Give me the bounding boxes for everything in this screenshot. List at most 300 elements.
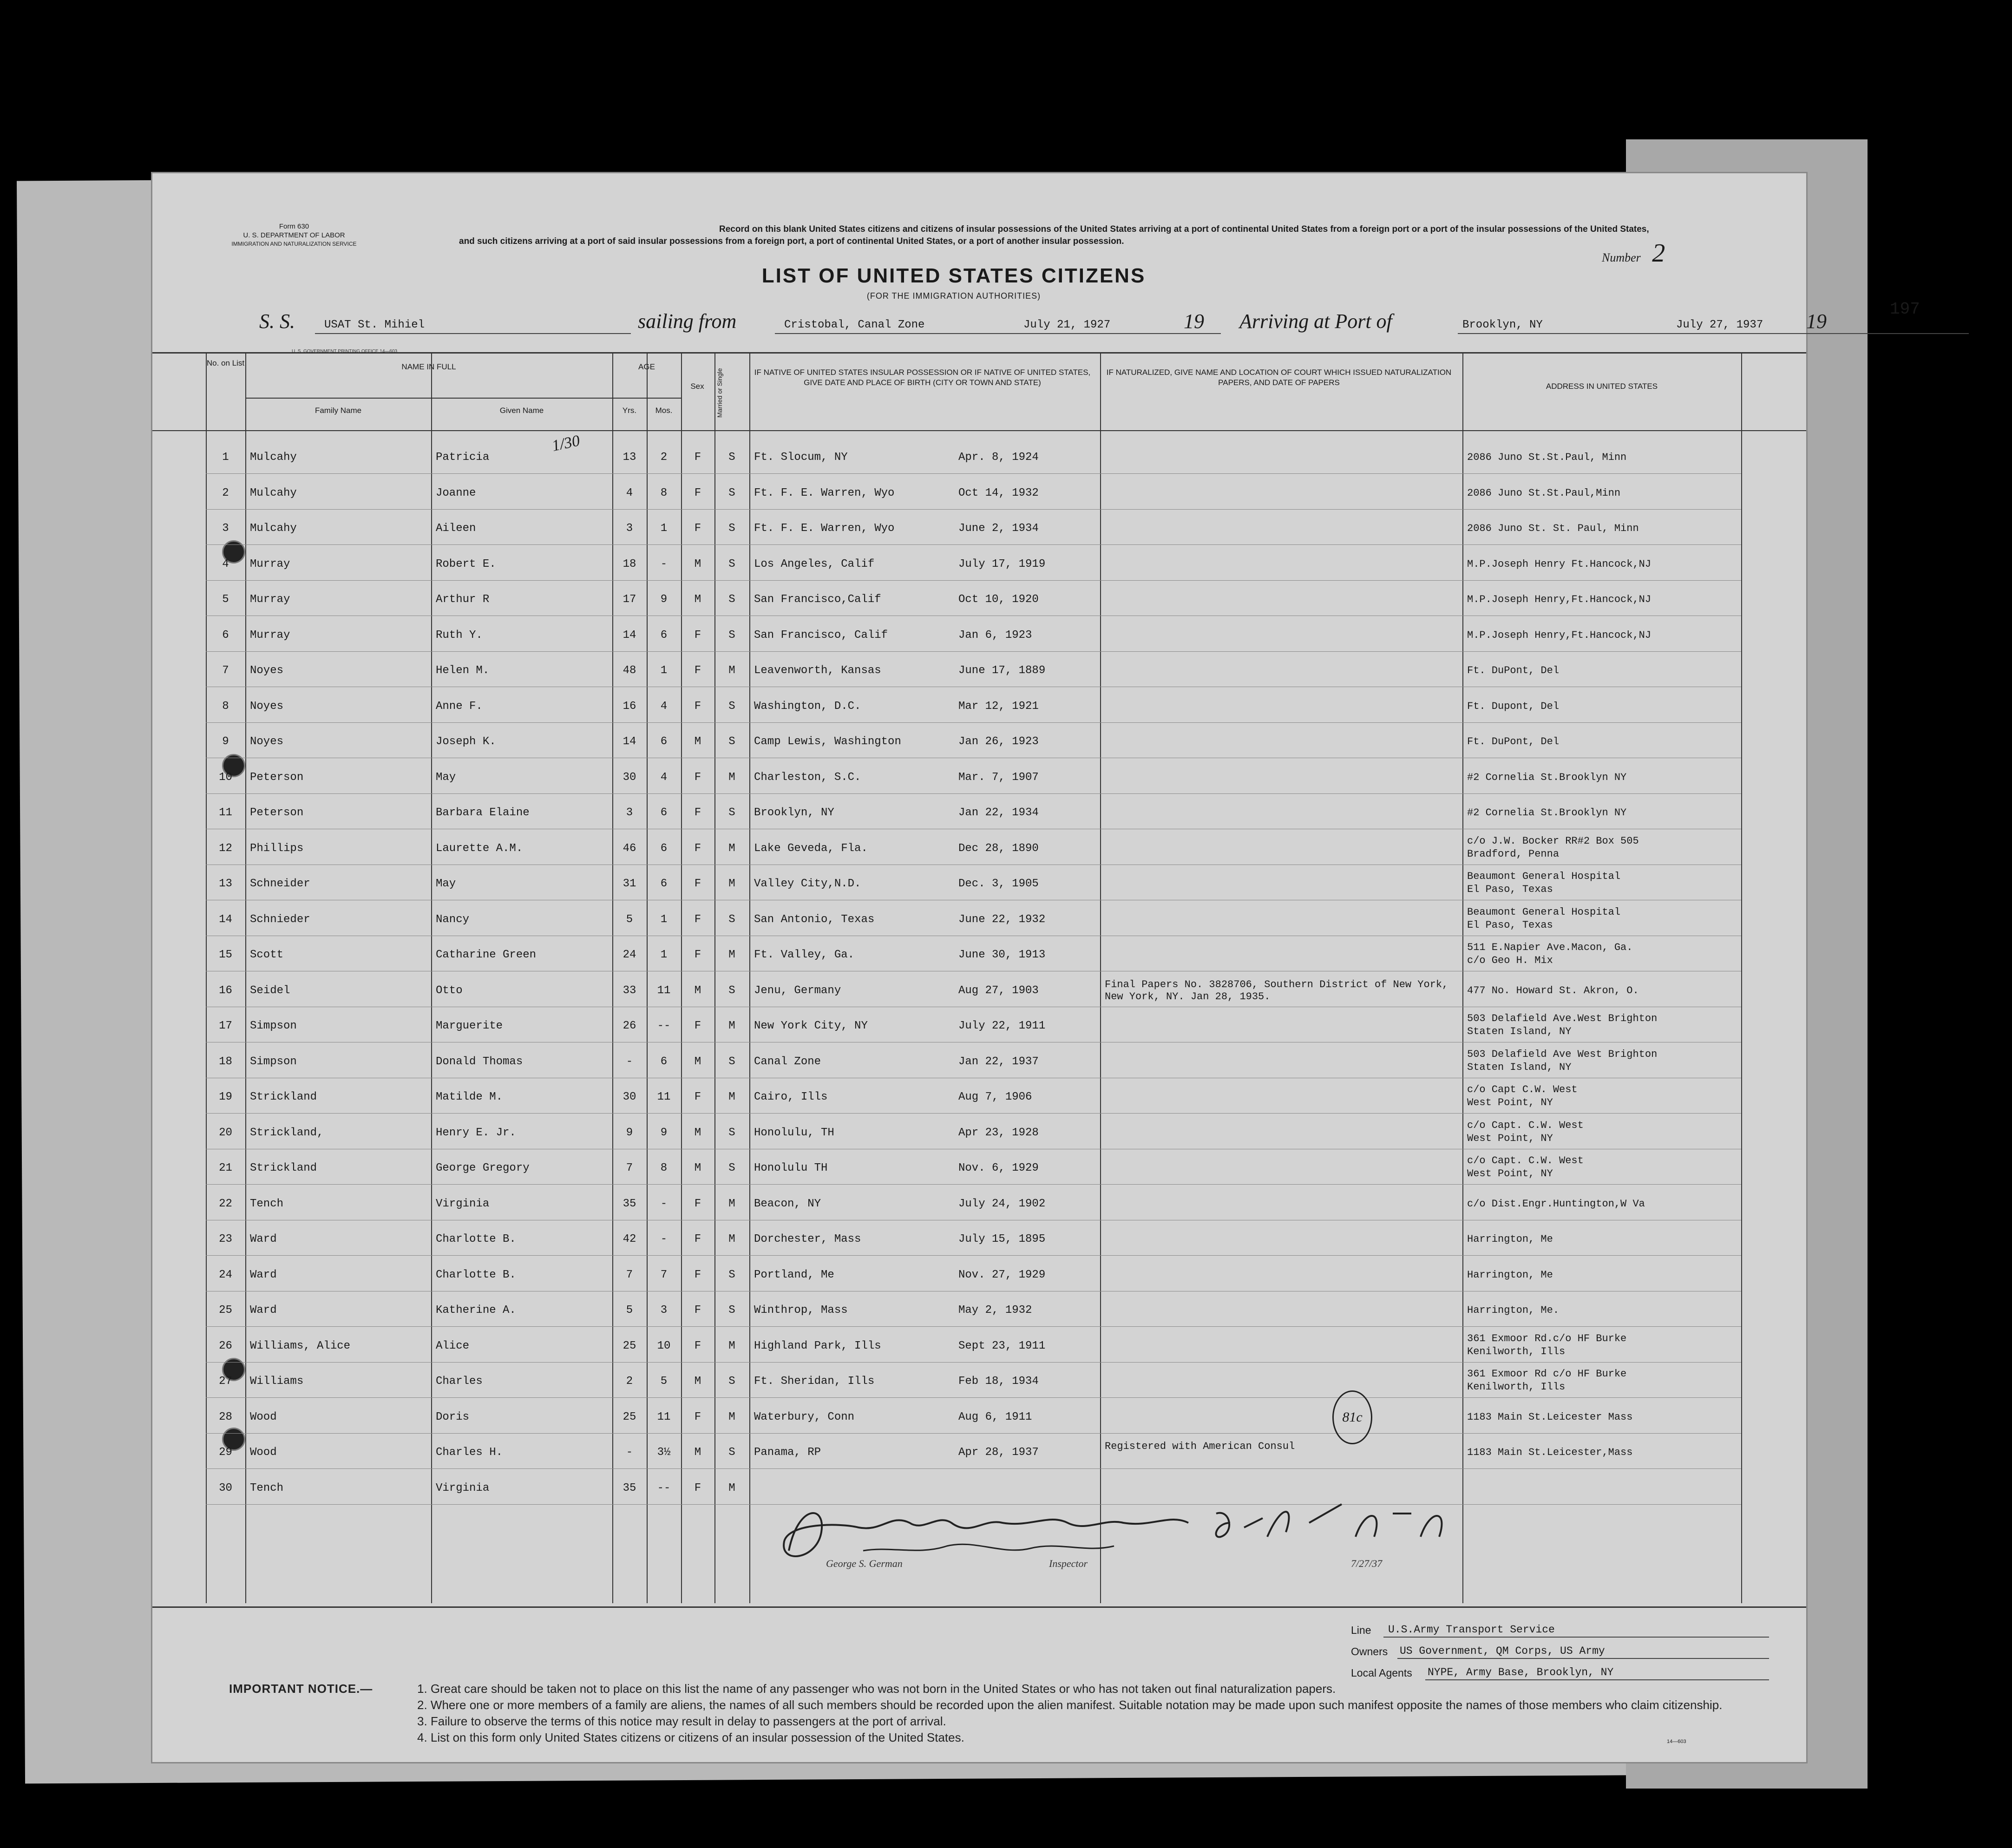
cell-place: Ft. Slocum, NY — [754, 451, 848, 464]
row-rule — [206, 1255, 1741, 1256]
cell-date: Jan 6, 1923 — [958, 629, 1032, 642]
cell-family: Simpson — [250, 1055, 297, 1068]
cell-address-line2: Staten Island, NY — [1467, 1026, 1572, 1037]
cell-family: Simpson — [250, 1020, 297, 1032]
cell-address: c/o Capt C.W. West — [1467, 1084, 1578, 1095]
cell-place: Honolulu, TH — [754, 1126, 834, 1139]
cell-ms: S — [728, 557, 735, 570]
cell-address: Ft. DuPont, Del — [1467, 665, 1560, 676]
cell-ms: M — [728, 771, 735, 784]
sailing-from-label: sailing from — [638, 310, 737, 333]
cell-given: Henry E. Jr. — [436, 1126, 516, 1139]
cell-sex: F — [694, 842, 701, 855]
cell-family: Wood — [250, 1410, 277, 1423]
cell-yrs: 17 — [623, 593, 636, 606]
manifest-page — [151, 172, 1920, 1763]
cell-no: 12 — [219, 842, 232, 855]
cell-sex: M — [694, 557, 701, 570]
cell-place: Beacon, NY — [754, 1197, 821, 1210]
cell-place: San Francisco,Calif — [754, 593, 881, 606]
cell-family: Strickland — [250, 1091, 317, 1103]
cell-place: Leavenworth, Kansas — [754, 664, 881, 677]
cell-address-line2: West Point, NY — [1467, 1097, 1553, 1108]
cell-yrs: 3 — [626, 522, 633, 535]
cell-given: Charles — [436, 1375, 483, 1388]
cell-address: c/o J.W. Bocker RR#2 Box 505 — [1467, 835, 1639, 847]
cell-address: #2 Cornelia St.Brooklyn NY — [1467, 807, 1627, 819]
cell-sex: F — [694, 1233, 701, 1245]
col-header-mos: Mos. — [655, 406, 673, 415]
row-rule — [206, 1433, 1741, 1434]
col-header-no: No. on List — [206, 359, 245, 367]
cell-yrs: 5 — [626, 1304, 633, 1317]
cell-yrs: 3 — [626, 806, 633, 819]
cell-no: 25 — [219, 1304, 232, 1317]
col-header-yrs: Yrs. — [622, 406, 637, 415]
row-rule — [206, 580, 1741, 581]
cell-given: Charlotte B. — [436, 1268, 516, 1281]
cell-family: Murray — [250, 557, 290, 570]
cell-given: Charles H. — [436, 1446, 503, 1459]
cell-mos: - — [660, 1233, 668, 1245]
cell-address-line2: West Point, NY — [1467, 1132, 1553, 1144]
row-rule — [206, 651, 1741, 652]
cell-given: Nancy — [436, 913, 470, 926]
cell-yrs: 33 — [623, 984, 636, 997]
cell-address: 361 Exmoor Rd c/o HF Burke — [1467, 1368, 1627, 1380]
cell-mos: 11 — [657, 1091, 671, 1103]
cell-mos: 3 — [660, 1304, 668, 1317]
agents-value: NYPE, Army Base, Brooklyn, NY — [1428, 1666, 1614, 1678]
cell-no: 6 — [222, 629, 229, 642]
cell-no: 10 — [219, 771, 232, 784]
cell-family: Williams, Alice — [250, 1339, 351, 1352]
cell-yrs: 26 — [623, 1020, 636, 1032]
cell-ms: M — [728, 842, 735, 855]
cell-ms: M — [728, 1233, 735, 1245]
cell-family: Noyes — [250, 735, 284, 748]
cell-ms: M — [728, 1197, 735, 1210]
cell-family: Noyes — [250, 700, 284, 713]
cell-sex: F — [694, 664, 701, 677]
cell-family: Tench — [250, 1197, 284, 1210]
cell-sex: F — [694, 1410, 701, 1423]
cell-no: 18 — [219, 1055, 232, 1068]
cell-date: June 17, 1889 — [958, 664, 1046, 677]
row-rule — [206, 1397, 1741, 1398]
departure-date: July 21, 1927 — [1023, 319, 1111, 331]
cell-ms: S — [728, 1268, 735, 1281]
cell-ms: S — [728, 593, 735, 606]
cell-no: 9 — [222, 735, 229, 748]
footer-info — [1351, 1618, 1769, 1682]
cell-family: Strickland, — [250, 1126, 324, 1139]
cell-place: Canal Zone — [754, 1055, 821, 1068]
cell-place: Portland, Me — [754, 1268, 834, 1281]
cell-mos: 9 — [660, 1126, 668, 1139]
cell-address: Ft. Dupont, Del — [1467, 700, 1560, 712]
cell-given: Catharine Green — [436, 949, 537, 961]
cell-given: Otto — [436, 984, 463, 997]
cell-place: Brooklyn, NY — [754, 806, 834, 819]
cell-date: Jan 22, 1934 — [958, 806, 1039, 819]
cell-yrs: 30 — [623, 771, 636, 784]
cell-no: 5 — [222, 593, 229, 606]
arriving-label: Arriving at Port of — [1239, 310, 1392, 333]
handwritten-note: 1/30 — [550, 432, 582, 455]
instructions: Record on this blank United States citizens and citizens of insular possessions of the United States arriving at a port of continental United States from a foreign port or a port of the insular possessions of the United States, and such citizens arriving at a port of said insular possessions from a foreign port, a port of continental United States, or a port of another insular possession. — [459, 224, 1649, 246]
cell-ms: S — [728, 735, 735, 748]
cell-date: Aug 6, 1911 — [958, 1410, 1032, 1423]
cell-family: Peterson — [250, 771, 304, 784]
cell-address: Beaumont General Hospital — [1467, 906, 1621, 918]
cell-ms: S — [728, 451, 735, 464]
cell-sex: F — [694, 1268, 701, 1281]
signature-text: George S. German — [826, 1558, 903, 1569]
cell-no: 1 — [222, 451, 229, 464]
cell-address: 361 Exmoor Rd.c/o HF Burke — [1467, 1332, 1627, 1344]
cell-sex: F — [694, 700, 701, 713]
cell-mos: 2 — [660, 451, 668, 464]
cell-mos: 1 — [660, 522, 668, 535]
cell-yrs: 42 — [623, 1233, 636, 1245]
cell-sex: M — [694, 735, 701, 748]
cell-family: Mulcahy — [250, 522, 297, 535]
cell-date: June 22, 1932 — [958, 913, 1046, 926]
cell-address-line2: Bradford, Penna — [1467, 848, 1560, 860]
cell-mos: 6 — [660, 735, 668, 748]
cell-ms: M — [728, 949, 735, 961]
cell-ms: S — [728, 806, 735, 819]
year-label-2: 19 — [1806, 310, 1827, 333]
cell-place: San Antonio, Texas — [754, 913, 875, 926]
cell-mos: - — [660, 557, 668, 570]
year-label-1: 19 — [1184, 310, 1204, 333]
owners-value: US Government, QM Corps, US Army — [1400, 1645, 1605, 1657]
cell-given: Arthur R — [436, 593, 490, 606]
cell-yrs: - — [626, 1446, 633, 1459]
form-number: Form 630 — [279, 223, 309, 230]
cell-no: 23 — [219, 1233, 232, 1245]
cell-ms: M — [728, 878, 735, 890]
cell-no: 24 — [219, 1268, 232, 1281]
cell-yrs: 13 — [623, 451, 636, 464]
cell-ms: M — [728, 1091, 735, 1103]
cell-mos: 1 — [660, 913, 668, 926]
cell-address: c/o Capt. C.W. West — [1467, 1119, 1584, 1131]
cell-family: Williams — [250, 1375, 304, 1388]
cell-address: #2 Cornelia St.Brooklyn NY — [1467, 771, 1627, 783]
vessel-name: USAT St. Mihiel — [324, 319, 425, 331]
cell-family: Scott — [250, 949, 284, 961]
cell-mos: 9 — [660, 593, 668, 606]
cell-yrs: 18 — [623, 557, 636, 570]
cell-family: Ward — [250, 1233, 277, 1245]
cell-given: Matilde M. — [436, 1091, 503, 1103]
cell-date: Aug 27, 1903 — [958, 984, 1039, 997]
cell-address: Harrington, Me — [1467, 1269, 1553, 1281]
cell-ms: S — [728, 913, 735, 926]
row-rule — [206, 722, 1741, 723]
cell-place: Ft. Valley, Ga. — [754, 949, 855, 961]
cell-mos: - — [660, 1197, 668, 1210]
cell-family: Murray — [250, 629, 290, 642]
cell-yrs: 46 — [623, 842, 636, 855]
row-rule — [206, 1362, 1741, 1363]
cell-mos: -- — [657, 1020, 671, 1032]
cell-address: c/o Capt. C.W. West — [1467, 1155, 1584, 1166]
cell-no: 7 — [222, 664, 229, 677]
cell-ms: M — [728, 1020, 735, 1032]
cell-address: 511 E.Napier Ave.Macon, Ga. — [1467, 942, 1633, 953]
cell-date: Jan 22, 1937 — [958, 1055, 1039, 1068]
cell-mos: 6 — [660, 806, 668, 819]
cell-family: Mulcahy — [250, 451, 297, 464]
cell-date: Apr 28, 1937 — [958, 1446, 1039, 1459]
row-rule — [206, 1468, 1741, 1469]
cell-place: New York City, NY — [754, 1020, 868, 1032]
page-title: LIST OF UNITED STATES CITIZENS — [761, 264, 1146, 287]
owners-label: Owners — [1351, 1645, 1388, 1658]
cell-no: 3 — [222, 522, 229, 535]
cell-given: Charlotte B. — [436, 1233, 516, 1245]
cell-yrs: 14 — [623, 735, 636, 748]
cell-no: 26 — [219, 1339, 232, 1352]
cell-ms: M — [728, 1339, 735, 1352]
cell-mos: 6 — [660, 629, 668, 642]
cell-address: Harrington, Me. — [1467, 1304, 1560, 1316]
cell-date: Sept 23, 1911 — [958, 1339, 1046, 1352]
cell-place: Washington, D.C. — [754, 700, 861, 713]
cell-family: Peterson — [250, 806, 304, 819]
cell-yrs: 35 — [623, 1481, 636, 1494]
row-rule — [206, 1184, 1741, 1185]
cell-place: Dorchester, Mass — [754, 1233, 861, 1245]
col-header-address: ADDRESS IN UNITED STATES — [1546, 382, 1658, 391]
cell-sex: F — [694, 1304, 701, 1317]
stamp: 81c — [1332, 1390, 1372, 1444]
cell-date: Feb 18, 1934 — [958, 1375, 1039, 1388]
cell-place: Honolulu TH — [754, 1162, 828, 1174]
list-number — [1602, 238, 1665, 268]
cell-given: Donald Thomas — [436, 1055, 523, 1068]
cell-mos: 3½ — [657, 1446, 671, 1459]
cell-ms: S — [728, 522, 735, 535]
cell-mos: 6 — [660, 842, 668, 855]
col-header-married: Married or Single — [716, 368, 723, 418]
cell-date: Aug 7, 1906 — [958, 1091, 1032, 1103]
cell-address-line2: c/o Geo H. Mix — [1467, 955, 1553, 966]
cell-sex: F — [694, 878, 701, 890]
cell-sex: F — [694, 522, 701, 535]
cell-place: Waterbury, Conn — [754, 1410, 855, 1423]
cell-sex: F — [694, 1197, 701, 1210]
cell-given: Patricia — [436, 451, 490, 464]
cell-place: Highland Park, Ills — [754, 1339, 881, 1352]
cell-yrs: - — [626, 1055, 633, 1068]
cell-address: 477 No. Howard St. Akron, O. — [1467, 984, 1639, 996]
cell-mos: 8 — [660, 486, 668, 499]
cell-date: Nov. 27, 1929 — [958, 1268, 1046, 1281]
cell-given: Ruth Y. — [436, 629, 483, 642]
cell-date: July 17, 1919 — [958, 557, 1046, 570]
row-rule — [206, 1113, 1741, 1114]
cell-given: Anne F. — [436, 700, 483, 713]
cell-no: 30 — [219, 1481, 232, 1494]
column-divider — [1100, 354, 1101, 1603]
page-subtitle: (FOR THE IMMIGRATION AUTHORITIES) — [866, 291, 1041, 301]
cell-ms: S — [728, 486, 735, 499]
number-value: 2 — [1652, 239, 1665, 268]
cell-ms: M — [728, 664, 735, 677]
cell-no: 11 — [219, 806, 232, 819]
cell-sex: M — [694, 1162, 701, 1174]
cell-given: Joseph K. — [436, 735, 496, 748]
cell-address-line2: Staten Island, NY — [1467, 1061, 1572, 1073]
row-rule — [206, 1326, 1741, 1327]
cell-date: Oct 10, 1920 — [958, 593, 1039, 606]
col-header-sex: Sex — [690, 382, 704, 391]
cell-given: Barbara Elaine — [436, 806, 530, 819]
cell-sex: F — [694, 486, 701, 499]
service: IMMIGRATION AND NATURALIZATION SERVICE — [231, 241, 357, 247]
notice-item-4: 4. List on this form only United States citizens or citizens of an insular possession of the United States. — [417, 1730, 964, 1744]
cell-sex: F — [694, 451, 701, 464]
line-label: Line — [1351, 1624, 1371, 1636]
printing-office: U. S. GOVERNMENT PRINTING OFFICE 14—603 — [292, 349, 398, 354]
cell-no: 16 — [219, 984, 232, 997]
cell-date: Oct 14, 1932 — [958, 486, 1039, 499]
cell-address: 1183 Main St.Leicester Mass — [1467, 1411, 1633, 1423]
cell-no: 27 — [219, 1375, 232, 1388]
cell-mos: 1 — [660, 949, 668, 961]
cell-naturalization: Final Papers No. 3828706, Southern District of New York, New York, NY. Jan 28, 1935. — [1105, 978, 1448, 1003]
cell-given: May — [436, 878, 456, 890]
signature-title: Inspector — [1049, 1558, 1088, 1569]
cell-no: 15 — [219, 949, 232, 961]
form-code: 14—603 — [1667, 1739, 1686, 1744]
cell-ms: S — [728, 984, 735, 997]
cell-yrs: 24 — [623, 949, 636, 961]
col-header-family: Family Name — [315, 406, 362, 415]
cell-date: July 15, 1895 — [958, 1233, 1046, 1245]
cell-address-line2: Kenilworth, Ills — [1467, 1381, 1566, 1393]
line-value: U.S.Army Transport Service — [1388, 1624, 1555, 1636]
row-rule — [206, 544, 1741, 545]
cell-given: Virginia — [436, 1197, 490, 1210]
cell-no: 14 — [219, 913, 232, 926]
notice-item-2: 2. Where one or more members of a family are aliens, the names of all such members should be recorded upon the alien manifest. Suitable notation may be made upon such manifest opposite the names of those members who claim citizenship. — [417, 1698, 1723, 1712]
arrival-port: Brooklyn, NY — [1462, 319, 1543, 331]
cell-place: Lake Geveda, Fla. — [754, 842, 868, 855]
form-header — [201, 222, 387, 249]
cell-sex: F — [694, 1339, 701, 1352]
cell-address: 2086 Juno St.St.Paul,Minn — [1467, 487, 1621, 499]
cell-address: 2086 Juno St.St.Paul, Minn — [1467, 452, 1627, 463]
cell-no: 21 — [219, 1162, 232, 1174]
cell-mos: 4 — [660, 771, 668, 784]
cell-no: 8 — [222, 700, 229, 713]
cell-date: Apr 23, 1928 — [958, 1126, 1039, 1139]
cell-place: San Francisco, Calif — [754, 629, 888, 642]
cell-sex: F — [694, 949, 701, 961]
cell-address-line2: El Paso, Texas — [1467, 884, 1553, 895]
cell-given: George Gregory — [436, 1162, 530, 1174]
cell-address: M.P.Joseph Henry,Ft.Hancock,NJ — [1467, 629, 1652, 641]
col-header-given: Given Name — [499, 406, 544, 415]
header-bottom-rule — [152, 430, 1806, 431]
signature-date: 7/27/37 — [1351, 1558, 1383, 1569]
cell-date: Dec. 3, 1905 — [958, 878, 1039, 890]
cell-yrs: 35 — [623, 1197, 636, 1210]
cell-place: Ft. F. E. Warren, Wyo — [754, 486, 895, 499]
cell-sex: F — [694, 806, 701, 819]
cell-family: Schnieder — [250, 913, 310, 926]
cell-place: Cairo, Ills — [754, 1091, 828, 1103]
cell-date: July 22, 1911 — [958, 1020, 1046, 1032]
cell-sex: F — [694, 1091, 701, 1103]
cell-date: Mar 12, 1921 — [958, 700, 1039, 713]
cell-given: Aileen — [436, 522, 476, 535]
cell-address: 503 Delafield Ave.West Brighton — [1467, 1013, 1658, 1024]
cell-sex: F — [694, 771, 701, 784]
cell-yrs: 4 — [626, 486, 633, 499]
cell-date: Nov. 6, 1929 — [958, 1162, 1039, 1174]
cell-family: Strickland — [250, 1162, 317, 1174]
cell-address: M.P.Joseph Henry,Ft.Hancock,NJ — [1467, 594, 1652, 605]
cell-address: 1183 Main St.Leicester,Mass — [1467, 1447, 1633, 1458]
cell-place: Jenu, Germany — [754, 984, 841, 997]
cell-sex: M — [694, 1446, 701, 1459]
row-rule — [206, 793, 1741, 794]
notice-item-1: 1. Great care should be taken not to place on this list the name of any passenger who was not born in the United States or who has not taken out final naturalization papers. — [417, 1682, 1336, 1696]
cell-family: Noyes — [250, 664, 284, 677]
cell-mos: 8 — [660, 1162, 668, 1174]
cell-mos: 5 — [660, 1375, 668, 1388]
cell-date: June 2, 1934 — [958, 522, 1039, 535]
col-header-naturalized: IF NATURALIZED, GIVE NAME AND LOCATION OF COURT WHICH ISSUED NATURALIZATION PAPERS, AND DATE OF PAPERS — [1106, 368, 1452, 387]
cell-place: Ft. Sheridan, Ills — [754, 1375, 875, 1388]
cell-address-line2: West Point, NY — [1467, 1168, 1553, 1180]
cell-mos: 4 — [660, 700, 668, 713]
cell-no: 2 — [222, 486, 229, 499]
arrival-date: July 27, 1937 — [1676, 319, 1763, 331]
cell-no: 13 — [219, 878, 232, 890]
cell-yrs: 7 — [626, 1162, 633, 1174]
cell-yrs: 30 — [623, 1091, 636, 1103]
cell-address-line2: El Paso, Texas — [1467, 919, 1553, 931]
cell-family: Schneider — [250, 878, 310, 890]
cell-ms: S — [728, 700, 735, 713]
cell-place: Winthrop, Mass — [754, 1304, 848, 1317]
cell-family: Tench — [250, 1481, 284, 1494]
cell-date: Mar. 7, 1907 — [958, 771, 1039, 784]
cell-family: Ward — [250, 1304, 277, 1317]
cell-address-line2: Kenilworth, Ills — [1467, 1345, 1566, 1357]
cell-family: Murray — [250, 593, 290, 606]
cell-no: 20 — [219, 1126, 232, 1139]
cell-given: Laurette A.M. — [436, 842, 523, 855]
cell-ms: S — [728, 1162, 735, 1174]
cell-date: Apr. 8, 1924 — [958, 451, 1039, 464]
cell-place: Valley City,N.D. — [754, 878, 861, 890]
cell-yrs: 7 — [626, 1268, 633, 1281]
cell-date: July 24, 1902 — [958, 1197, 1046, 1210]
cell-sex: M — [694, 1055, 701, 1068]
cell-sex: M — [694, 1126, 701, 1139]
cell-address: 2086 Juno St. St. Paul, Minn — [1467, 523, 1639, 534]
cell-no: 29 — [219, 1446, 232, 1459]
